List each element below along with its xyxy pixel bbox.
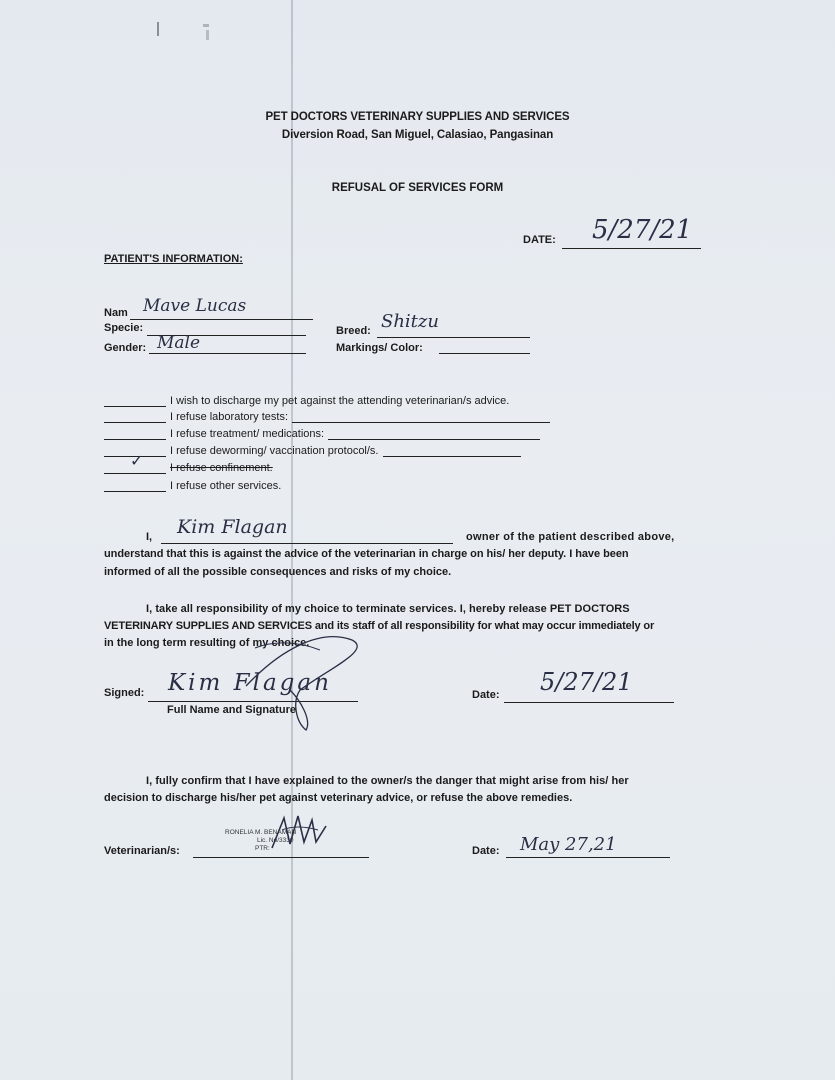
- checklist-item-other: [104, 479, 281, 492]
- gender-label: Gender:: [104, 342, 147, 354]
- checklist-item-laboratory: [104, 410, 550, 423]
- owner-name-value[interactable]: Kim Flagan: [177, 516, 288, 538]
- owner-signature[interactable]: Kim Flagan: [168, 670, 332, 696]
- markings-line: [439, 353, 530, 354]
- scan-speck: [206, 30, 209, 40]
- checkbox-treatment[interactable]: [104, 427, 166, 440]
- signed-line: [148, 701, 358, 702]
- breed-value[interactable]: Shitzu: [381, 311, 439, 332]
- owner-statement-line3: informed of all the possible consequences and risks of my choice.: [104, 566, 452, 578]
- date-line: [562, 248, 701, 249]
- vet-stamp-ptr: PTR:: [255, 845, 270, 852]
- laboratory-detail-line[interactable]: [292, 412, 550, 423]
- checklist-text: I refuse other services.: [170, 480, 282, 492]
- form-title: REFUSAL OF SERVICES FORM: [331, 182, 504, 194]
- vet-date-line: [506, 857, 670, 858]
- owner-name-line: [161, 543, 453, 544]
- name-label: Nam: [104, 307, 128, 319]
- specie-label: Specie:: [104, 322, 144, 334]
- deworming-detail-line[interactable]: [383, 446, 521, 457]
- checkbox-confinement[interactable]: [104, 451, 166, 474]
- gender-line: [149, 353, 306, 354]
- checkbox-other[interactable]: [104, 479, 166, 492]
- check-mark-icon: ✓: [130, 451, 144, 470]
- owner-statement-line2: understand that this is against the advice of the veterinarian in charge on his/ her deputy. I have been: [104, 548, 629, 560]
- signed-label: Signed:: [104, 687, 145, 699]
- veterinarian-label: Veterinarian/s:: [104, 845, 180, 857]
- date-value[interactable]: 5/27/21: [592, 215, 693, 245]
- confirmation-line2: decision to discharge his/her pet against veterinary advice, or refuse the above remedies.: [104, 792, 573, 804]
- release-line2: VETERINARY SUPPLIES AND SERVICES and its staff of all responsibility for what may occur immediately or: [104, 620, 655, 632]
- signed-date-value[interactable]: 5/27/21: [540, 668, 633, 696]
- checklist-item-confinement: [104, 451, 273, 474]
- date-label: DATE:: [523, 234, 556, 246]
- scan-speck: [157, 22, 159, 36]
- vet-date-label: Date:: [472, 845, 500, 857]
- signed-date-label: Date:: [472, 689, 500, 701]
- breed-label: Breed:: [336, 325, 371, 337]
- checklist-item-deworming: [104, 444, 521, 457]
- markings-label: Markings/ Color:: [336, 342, 423, 354]
- company-address: Diversion Road, San Miguel, Calasiao, Pangasinan: [281, 129, 554, 141]
- confirmation-line1: I, fully confirm that I have explained to the owner/s the danger that might arise from his/ her: [146, 775, 629, 787]
- checklist-text: I refuse treatment/ medications:: [170, 428, 325, 440]
- name-value[interactable]: Mave Lucas: [143, 296, 247, 316]
- vet-date-value[interactable]: May 27,21: [520, 834, 617, 855]
- name-line: [130, 319, 313, 320]
- checklist-text: I refuse deworming/ vaccination protocol/s.: [170, 445, 379, 457]
- company-name: PET DOCTORS VETERINARY SUPPLIES AND SERVICES: [265, 111, 570, 123]
- checklist-text: I wish to discharge my pet against the attending veterinarian/s advice.: [170, 395, 510, 407]
- release-line1: I, take all responsibility of my choice to terminate services. I, hereby release PET DOCTORS: [146, 603, 630, 615]
- checklist-text: I refuse laboratory tests:: [170, 411, 288, 423]
- signed-caption: Full Name and Signature: [167, 704, 296, 716]
- scan-speck: [203, 24, 209, 27]
- patient-info-label: PATIENT'S INFORMATION:: [104, 253, 243, 265]
- veterinarian-line: [193, 857, 369, 858]
- owner-statement-line1-end: owner of the patient described above,: [466, 531, 675, 543]
- vet-stamp-license: Lic. No/3330: [257, 837, 294, 844]
- checkbox-laboratory[interactable]: [104, 410, 166, 423]
- checkbox-discharge[interactable]: [104, 394, 166, 407]
- signed-date-line: [504, 702, 674, 703]
- owner-prefix: I,: [146, 531, 153, 543]
- vet-stamp-name: RONELIA M. BENAMAN: [225, 829, 297, 836]
- checklist-item-treatment: [104, 427, 540, 440]
- release-line3: in the long term resulting of my choice.: [104, 637, 310, 649]
- checklist-item-discharge: [104, 394, 509, 407]
- treatment-detail-line[interactable]: [328, 429, 540, 440]
- breed-line: [377, 337, 530, 338]
- paper-fold-line: [291, 0, 293, 1080]
- gender-value[interactable]: Male: [157, 333, 201, 353]
- checklist-text: I refuse confinement.: [170, 462, 273, 474]
